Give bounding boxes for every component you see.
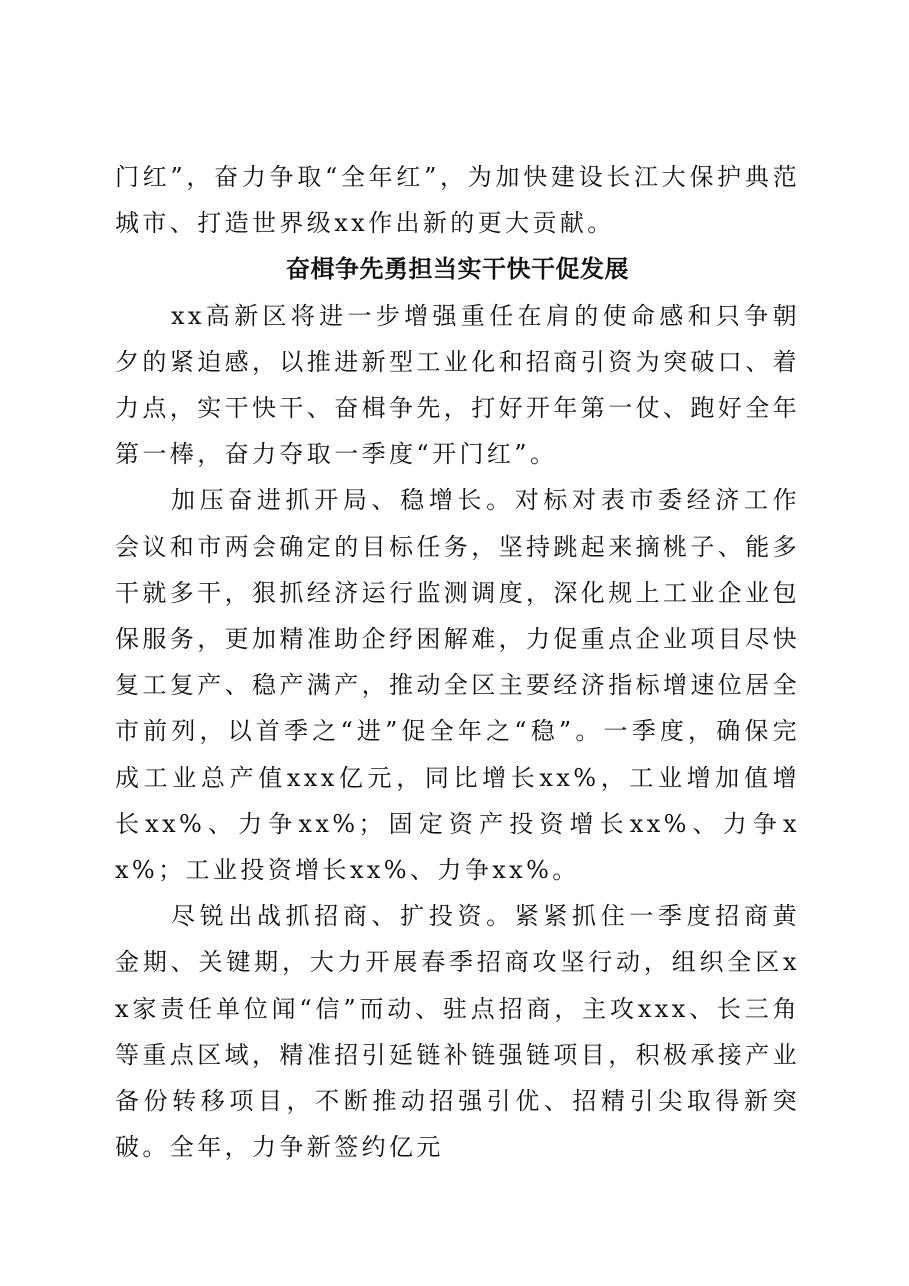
body-paragraph-growth: 加压奋进抓开局、稳增长。对标对表市委经济工作会议和市两会确定的目标任务，坚持跳起来摘桃子、能多干就多干，狠抓经济运行监测调度，深化规上工业企业包保服务，更加精准助企纾困解难，力促重点企业项目尽快复工复产、稳产满产，推动全区主要经济指标增速位居全市前列，以首季之“进”促全年之“稳”。一季度，确保完成工业总产值xxx亿元，同比增长xx%，工业增加值增长xx%、力争xx%；固定资产投资增长xx%、力争xx%；工业投资增长xx%、力争xx%。 — [115, 486, 800, 885]
body-paragraph-intro: xx高新区将进一步增强重任在肩的使命感和只争朝夕的紧迫感，以推进新型工业化和招商引资为突破口、着力点，实干快干、奋楫争先，打好开年第一仗、跑好全年第一棒，奋力夺取一季度“开门红”。 — [115, 301, 800, 469]
document-body — [115, 154, 800, 1170]
section-title: 奋楫争先勇担当实干快干促发展 — [286, 255, 629, 284]
body-paragraph-investment: 尽锐出战抓招商、扩投资。紧紧抓住一季度招商黄金期、关键期，大力开展春季招商攻坚行动，组织全区xx家责任单位闻“信”而动、驻点招商，主攻xxx、长三角等重点区域，精准招引延链补链强链项目，积极承接产业备份转移项目，不断推动招强引优、招精引尖取得新突破。全年，力争新签约亿元 — [115, 902, 800, 1162]
continuation-paragraph: 门红”，奋力争取“全年红”，为加快建设长江大保护典范城市、打造世界级xx作出新的更大贡献。 — [115, 163, 800, 238]
